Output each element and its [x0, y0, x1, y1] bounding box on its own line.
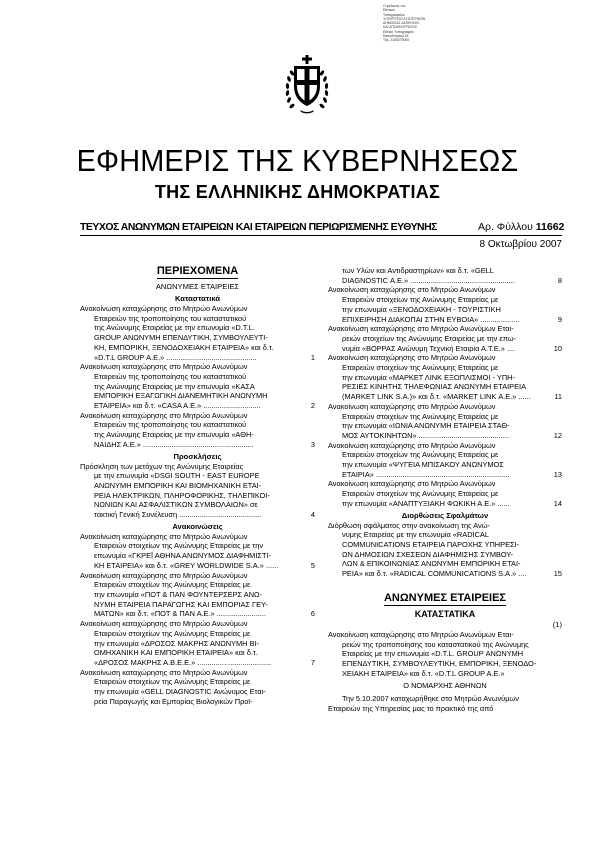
toc-entry-line: ΚΗ ΕΤΑΙΡΕΙΑ» και δ.τ. «GREY WORLDWIDE S.A.» ...... — [94, 560, 279, 570]
toc-entry[interactable] — [328, 441, 562, 480]
announcement-line: ΕΠΕΝΔΥΤΙΚΗ, ΣΥΜΒΟΥΛΕΥΤΙΚΗ, ΕΜΠΟΡΙΚΗ, ΞΕΝΟΔΟ- — [342, 658, 537, 668]
toc-entry[interactable] — [80, 571, 315, 620]
toc-entry-line: νυμης Εταιρείας με την επωνυμία «RADICAL — [342, 530, 489, 540]
toc-entry-first-line: Πρόσκληση των μετόχων της Ανώνυμης Εταιρείας — [80, 461, 244, 471]
corrections-entries — [328, 521, 562, 579]
toc-entry-line: (MARKET LINK S.A.)» και δ.τ. «MARKET LINK Α.Ε.» ...... — [342, 392, 531, 402]
toc-entry-line: ΕΤΑΙΡΙΑ» ................................................................. — [342, 469, 510, 479]
toc-entry-line: Εταιρειών στοιχείων της Ανώνυμης Εταιρείας με — [342, 295, 499, 305]
toc-group-heading: Προσκλήσεις — [173, 451, 222, 461]
toc-entry[interactable] — [80, 304, 315, 362]
toc-entry-line: ρεία Παραγωγής και Εμπορίας Βιολογικών Προϊ- — [94, 696, 253, 706]
toc-entry-line: Εταιρειών στοιχείων της Ανώνυμης Εταιρείας με — [342, 363, 499, 373]
body-text-line: Την 5.10.2007 καταχωρήθηκε στο Μητρώο Ανωνύμων — [342, 694, 519, 704]
toc-entry-first-line: Ανακοίνωση καταχώρησης στο Μητρώο Ανωνύμων — [328, 353, 496, 363]
toc-entry[interactable] — [80, 362, 315, 411]
announcement-text — [328, 630, 562, 679]
toc-page-number: 15 — [553, 569, 562, 579]
toc-entry[interactable] — [328, 353, 562, 402]
toc-page-number: 12 — [553, 430, 562, 440]
toc-entry[interactable] — [328, 479, 562, 508]
announcement-line: Ανακοίνωση καταχώρησης στο Μητρώο Ανωνύμων Εται- — [328, 629, 514, 639]
toc-entry-line: της Ανώνυμης Εταιρείας με την επωνυμία «ΑΘΗ- — [94, 430, 254, 440]
toc-page-number: 13 — [553, 469, 562, 479]
body-section-title: ΑΝΩΝΥΜΕΣ ΕΤΑΙΡΕΙΕΣ — [383, 591, 507, 604]
body-text — [328, 694, 562, 713]
toc-page-number: 8 — [557, 275, 562, 285]
toc-entry-line: COMMUNICATIONS ΕΤΑΙΡΕΙΑ ΠΑΡΟΧΗΣ ΥΠΗΡΕΣΙ- — [342, 539, 520, 549]
toc-entry-line: της Ανώνυμης Εταιρείας με την επωνυμία «ΚΑΣΑ — [94, 381, 255, 391]
toc-entry-line: Εταιρειών στοιχείων της Ανώνυμης Εταιρείας με — [94, 677, 251, 687]
toc-entry-line: ΕΠΙΧΕΙΡΗΣΗ ΔΙΑΚΟΠΑΙ ΣΤΗΝ ΕΥΒΟΙΑ» ................... — [342, 314, 520, 324]
issue-number-block — [478, 221, 564, 234]
toc-entry-first-line: Ανακοίνωση καταχώρησης στο Μητρώο Ανωνύμων — [80, 570, 248, 580]
toc-entry-line: Εταιρειών στοιχείων της Ανώνυμης Εταιρείας με — [342, 450, 499, 460]
toc-entry-line: Εταιρειών στοιχείων της Ανώνυμης Εταιρείας με — [94, 628, 251, 638]
header-divider — [80, 235, 562, 236]
toc-entry[interactable] — [80, 462, 315, 520]
toc-entry[interactable] — [328, 324, 562, 353]
toc-entry-first-line: Ανακοίνωση καταχώρησης στο Μητρώο Ανωνύμων — [328, 285, 496, 295]
toc-page-number: 1 — [310, 352, 315, 362]
toc-entry-line: την επωνυμία «ΙΩΝΙΑ ΑΝΩΝΥΜΗ ΕΤΑΙΡΕΙΑ ΣΤΑΘ- — [342, 421, 510, 431]
toc-entry-line: ΜΑΤΩΝ» και δ.τ. «ΠΟΤ & ΠΑΝ Α.Ε.» ........................ — [94, 609, 266, 619]
toc-group-heading: Καταστατικά — [174, 294, 220, 303]
toc-entry-line: Εταιρειών στοιχείων της Ανώνυμης Εταιρείας με — [94, 580, 251, 590]
issue-label: Αρ. Φύλλου — [478, 221, 533, 233]
stamp-line: Τηλ. 2105279000 — [383, 38, 410, 43]
toc-entry-line: της Ανώνυμης Εταιρείας με την επωνυμία «D.T.L. — [94, 323, 255, 333]
toc-entry-first-line: Διόρθωση σφάλματος στην ανακοίνωση της Ανώ- — [328, 520, 490, 530]
toc-entry-first-line: Ανακοίνωση καταχώρησης στο Μητρώο Ανωνύμων — [80, 531, 248, 541]
toc-entry-line: την επωνυμία «GELL DIAGNOSTIC Ανώνυμος Εται- — [94, 687, 266, 697]
toc-entry-first-line: Ανακοίνωση καταχώρησης στο Μητρώο Ανωνύμων — [328, 401, 496, 411]
toc-entry-line: νυμία «ΒΟΡΡΑΣ Ανώνυμη Τεχνική Εταιρία Α.Τ.Ε.» .... — [342, 343, 516, 353]
toc-entry-first-line: Ανακοίνωση καταχώρησης στο Μητρώο Ανωνύμων — [328, 479, 496, 489]
toc-entry-first-line: Ανακοίνωση καταχώρησης στο Μητρώο Ανωνύμων — [328, 440, 496, 450]
toc-entry-first-line: Ανακοίνωση καταχώρησης στο Μητρώο Ανωνύμων — [80, 304, 248, 313]
toc-entry-first-line: Ανακοίνωση καταχώρησης στο Μητρώο Ανωνύμων — [80, 667, 248, 677]
gazette-title: ΕΦΗΜΕΡΙΣ ΤΗΣ ΚΥΒΕΡΝΗΣΕΩΣ — [76, 143, 519, 178]
stamp-line: Εθνικό Τυπογραφείο — [383, 29, 414, 34]
toc-entry-line: ΜΟΣ ΑΥΤΟΚΙΝΗΤΩΝ» ............................................ — [342, 430, 509, 440]
contents-left-column — [80, 264, 315, 706]
toc-entry-line: DIAGNOSTIC Α.Ε.» ................................................... — [342, 275, 515, 285]
toc-entry[interactable] — [328, 521, 562, 579]
toc-entry-line: «D.T.L GROUP Α.Ε.» ............................................ — [94, 352, 257, 362]
toc-entry-line: ΑΝΩΝΥΜΗ ΕΜΠΟΡΙΚΗ ΚΑΙ ΒΙΟΜΗΧΑΝΙΚΗ ΕΤΑΙ- — [94, 480, 262, 490]
toc-entry[interactable] — [328, 402, 562, 441]
stamp-line: ΚΑΙ ΑΠΟΚΕΝΤΡΩΣΗΣ — [383, 25, 418, 30]
toc-entry-line: ΛΩΝ & ΕΠΙΚΟΙΝΩΝΙΑΣ ΑΝΩΝΥΜΗ ΕΜΠΟΡΙΚΗ ΕΤΑΙ- — [342, 559, 521, 569]
toc-entry-first-line: Ανακοίνωση καταχώρησης στο Μητρώο Ανωνύμων — [80, 410, 248, 420]
toc-page-number: 7 — [310, 657, 315, 667]
announcement-line: ΧΕΙΑΚΗ ΕΤΑΙΡΕΙΑ» και δ.τ. «D.T.L GROUP A.E.» — [342, 668, 505, 678]
toc-page-number: 2 — [310, 401, 315, 411]
body-section-subtitle: ΚΑΤΑΣΤΑΤΙΚΑ — [414, 608, 476, 619]
stamp-line: ΥΠΟΥΡΓΕΙΟ ΕΣΩΤΕΡΙΚΩΝ — [383, 16, 426, 21]
stamp-line: Ο φύλακας του — [383, 4, 406, 8]
toc-entry-line: Εταιρειών στοιχείων της Ανώνυμης Εταιρείας με — [342, 411, 499, 421]
toc-entry-line: Εταιρειών της τροποποίησης του καταστατικού — [94, 313, 247, 323]
toc-page-number: 6 — [310, 609, 315, 619]
toc-page-number: 9 — [557, 314, 562, 324]
body-text-line: Εταιρειών της Υπηρεσίας μας το πρακτικό της από — [328, 703, 494, 713]
toc-page-number: 5 — [310, 560, 315, 570]
body-section — [328, 591, 562, 714]
toc-entry-line: ΝΥΜΗ ΕΤΑΙΡΕΙΑ ΠΑΡΑΓΩΓΗΣ ΚΑΙ ΕΜΠΟΡΙΑΣ ΓΕΥ- — [94, 599, 268, 609]
prefect-title: Ο ΝΟΜΑΡΧΗΣ ΑΘΗΝΩΝ — [403, 681, 487, 691]
toc-entry[interactable] — [80, 619, 315, 668]
toc-entry-line: Εταιρειών στοιχείων της Ανώνυμης Εταιρείας με — [342, 489, 499, 499]
toc-entry-first-line: Ανακοίνωση καταχώρησης στο Μητρώο Ανωνύμων — [80, 362, 248, 372]
toc-entry-line: την επωνυμία «ΔΡΟΣΟΣ ΜΑΚΡΗΣ ΑΝΩΝΥΜΗ ΒΙ- — [94, 638, 260, 648]
contents-right-entries — [328, 285, 562, 508]
toc-page-number: 3 — [310, 439, 315, 449]
toc-entry-line: ΝΩΝΙΩΝ ΚΑΙ ΑΣΦΑΛΙΣΤΙΚΩΝ ΣΥΜΒΟΛΑΙΩΝ» σε — [94, 500, 258, 510]
contents-title: ΠΕΡΙΕΧΟΜΕΝΑ — [156, 265, 239, 277]
toc-entry-line: ρειών στοιχείων της Ανώνυμης Εταιρείας με την επω- — [342, 333, 516, 343]
toc-entry[interactable] — [80, 411, 315, 450]
announcement-line: ρειών της τροποποίησης του καταστατικού της Ανώνυμης — [342, 639, 529, 649]
toc-entry-line: την επωνυμία «ΜΑΡΚΕΤ ΛΙΝΚ ΕΞΟΠΛΙΣΜΟΙ - ΥΠΗ- — [342, 372, 515, 382]
toc-entry-line: GROUP ΑΝΩΝΥΜΗ ΕΠΕΝΔΥΤΙΚΗ, ΣΥΜΒΟΥΛΕΥΤΙ- — [94, 333, 268, 343]
toc-entry-line: τακτική Γενική Συνέλευση ........................................ — [94, 510, 262, 520]
announcement-number: (1) — [552, 619, 562, 629]
toc-entry-line: ΡΕΙΑ» και δ.τ. «RADICAL COMMUNICATIONS S.A.» .... — [342, 569, 527, 579]
contents-groups — [80, 294, 315, 706]
toc-entry-line: ΝΑΙΔΗΣ Α.Ε.» ...................................................... — [94, 439, 254, 449]
greek-coat-of-arms-icon — [283, 52, 331, 116]
toc-entry-line: ΟΜΗΧΑΝΙΚΗ ΚΑΙ ΕΜΠΟΡΙΚΗ ΕΤΑΙΡΕΙΑ» και δ.τ. — [94, 648, 258, 658]
toc-entry[interactable] — [80, 668, 315, 707]
toc-entry-line: ΕΜΠΟΡΙΚΗ ΕΞΑΓΩΓΙΚΗ ΔΙΑΝΕΜΗΤΙΚΗ ΑΝΩΝΥΜΗ — [94, 391, 268, 401]
toc-entry-line: την επωνυμία «ΠΟΤ & ΠΑΝ ΦΟΥΝΤΕΡΣΕΡΣ ΑΝΩ- — [94, 589, 263, 599]
toc-entry-line: ΡΕΙΑ ΗΛΕΚΤΡΙΚΩΝ, ΠΛΗΡΟΦΟΡΙΚΗΣ, ΤΗΛΕΠΙΚΟΙ- — [94, 490, 270, 500]
toc-group-heading: Ανακοινώσεις — [172, 521, 223, 531]
toc-entry-continued[interactable] — [328, 266, 562, 285]
toc-entry-line: την επωνυμία «ΨΥΓΕΙΑ ΜΠΙΣΑΚΟΥ ΑΝΩΝΥΜΟΣ — [342, 460, 504, 470]
toc-entry-line: Εταιρειών της τροποποίησης του καταστατικού — [94, 371, 247, 381]
corrections-heading: Διορθώσεις Σφαλμάτων — [401, 510, 489, 520]
toc-entry-line: την επωνυμία «ΞΕΝΟΔΟΧΕΙΑΚΗ - ΤΟΥΡΙΣΤΙΚΗ — [342, 304, 501, 314]
toc-entry-line: επωνυμία «ΓΚΡΕΪ ΑΘΗΝΑ ΑΝΩΝΥΜΟΣ ΔΙΑΦΗΜΙΣΤΙ- — [94, 551, 271, 561]
toc-entry-line: την επωνυμία «ΑΝΑΠΤΥΞΙΑΚΗ ΦΩΚΙΚΗ Α.Ε.» ...... — [342, 498, 510, 508]
toc-page-number: 11 — [554, 392, 562, 402]
stamp-line: Τυπογραφείου — [383, 12, 405, 17]
toc-page-number: 4 — [310, 510, 315, 520]
toc-entry-line: με την επωνυμία «DSGI SOUTH - EAST EUROPE — [94, 471, 260, 481]
toc-entry-line: ΚΗ, ΕΜΠΟΡΙΚΗ, ΞΕΝΟΔΟΧΕΙΑΚΗ ΕΤΑΙΡΕΙΑ» και δ.τ. — [94, 342, 274, 352]
toc-page-number: 10 — [553, 343, 562, 353]
office-stamp — [383, 4, 445, 43]
stamp-line: Εθνικού — [383, 8, 395, 13]
gazette-subtitle: ΤΗΣ ΕΛΛΗΝΙΚΗΣ ΔΗΜΟΚΡΑΤΙΑΣ — [154, 182, 441, 202]
issue-number: 11662 — [535, 221, 565, 233]
contents-section-title: ΑΝΩΝΥΜΕΣ ΕΤΑΙΡΕΙΕΣ — [155, 282, 240, 291]
contents-right-column — [328, 266, 562, 713]
toc-entry-first-line: Ανακοίνωση καταχώρησης στο Μητρώο Ανωνύμων — [80, 619, 248, 629]
announcement-line: Εταιρείας με την επωνυμία «D.T.L. GROUP ΑΝΩΝΥΜΗ — [342, 649, 524, 659]
toc-entry-line: ΩΝ ΔΗΜΟΣΙΩΝ ΣΧΕΣΕΩΝ ΔΙΑΦΗΜΙΣΗΣ ΣΥΜΒΟΥ- — [342, 549, 514, 559]
toc-entry-line: «ΔΡΟΣΟΣ ΜΑΚΡΗΣ Α.Β.Ε.Ε.» .................................... — [94, 657, 272, 667]
toc-entry-line: ΡΕΣΙΕΣ ΚΙΝΗΤΗΣ ΤΗΛΕΦΩΝΙΑΣ ΑΝΩΝΥΜΗ ΕΤΑΙΡΕΙΑ — [342, 382, 527, 392]
toc-entry-line: των Υλών και Αντιδραστηρίων» και δ.τ. «GELL — [342, 266, 494, 275]
toc-entry-line: Εταιρειών της τροποποίησης του καταστατικού — [94, 420, 247, 430]
issue-date: 8 Οκτωβρίου 2007 — [479, 239, 562, 250]
stamp-line: ΔΗΜΟΣΙΑΣ ΔΙΟΙΚΗΣΗΣ — [383, 21, 420, 26]
stamp-line: Καποδιστρίου 34 — [383, 34, 409, 39]
toc-entry[interactable] — [328, 285, 562, 324]
toc-entry[interactable] — [80, 532, 315, 571]
toc-entry-line: Εταιρειών στοιχείων της Ανώνυμης Εταιρείας με την — [94, 541, 264, 551]
toc-page-number: 14 — [553, 498, 562, 508]
toc-entry-line: ΕΤΑΙΡΕΙΑ» και δ.τ. «CASA A.E.» ............................ — [94, 401, 261, 411]
issue-type: ΤΕΥΧΟΣ ΑΝΩΝΥΜΩΝ ΕΤΑΙΡΕΙΩΝ ΚΑΙ ΕΤΑΙΡΕΙΩΝ ΠΕΡΙΩΡΙΣΜΕΝΗΣ ΕΥΘΥΝΗΣ — [80, 222, 437, 233]
toc-entry-first-line: Ανακοίνωση καταχώρησης στο Μητρώο Ανωνύμων Εται- — [328, 324, 514, 334]
